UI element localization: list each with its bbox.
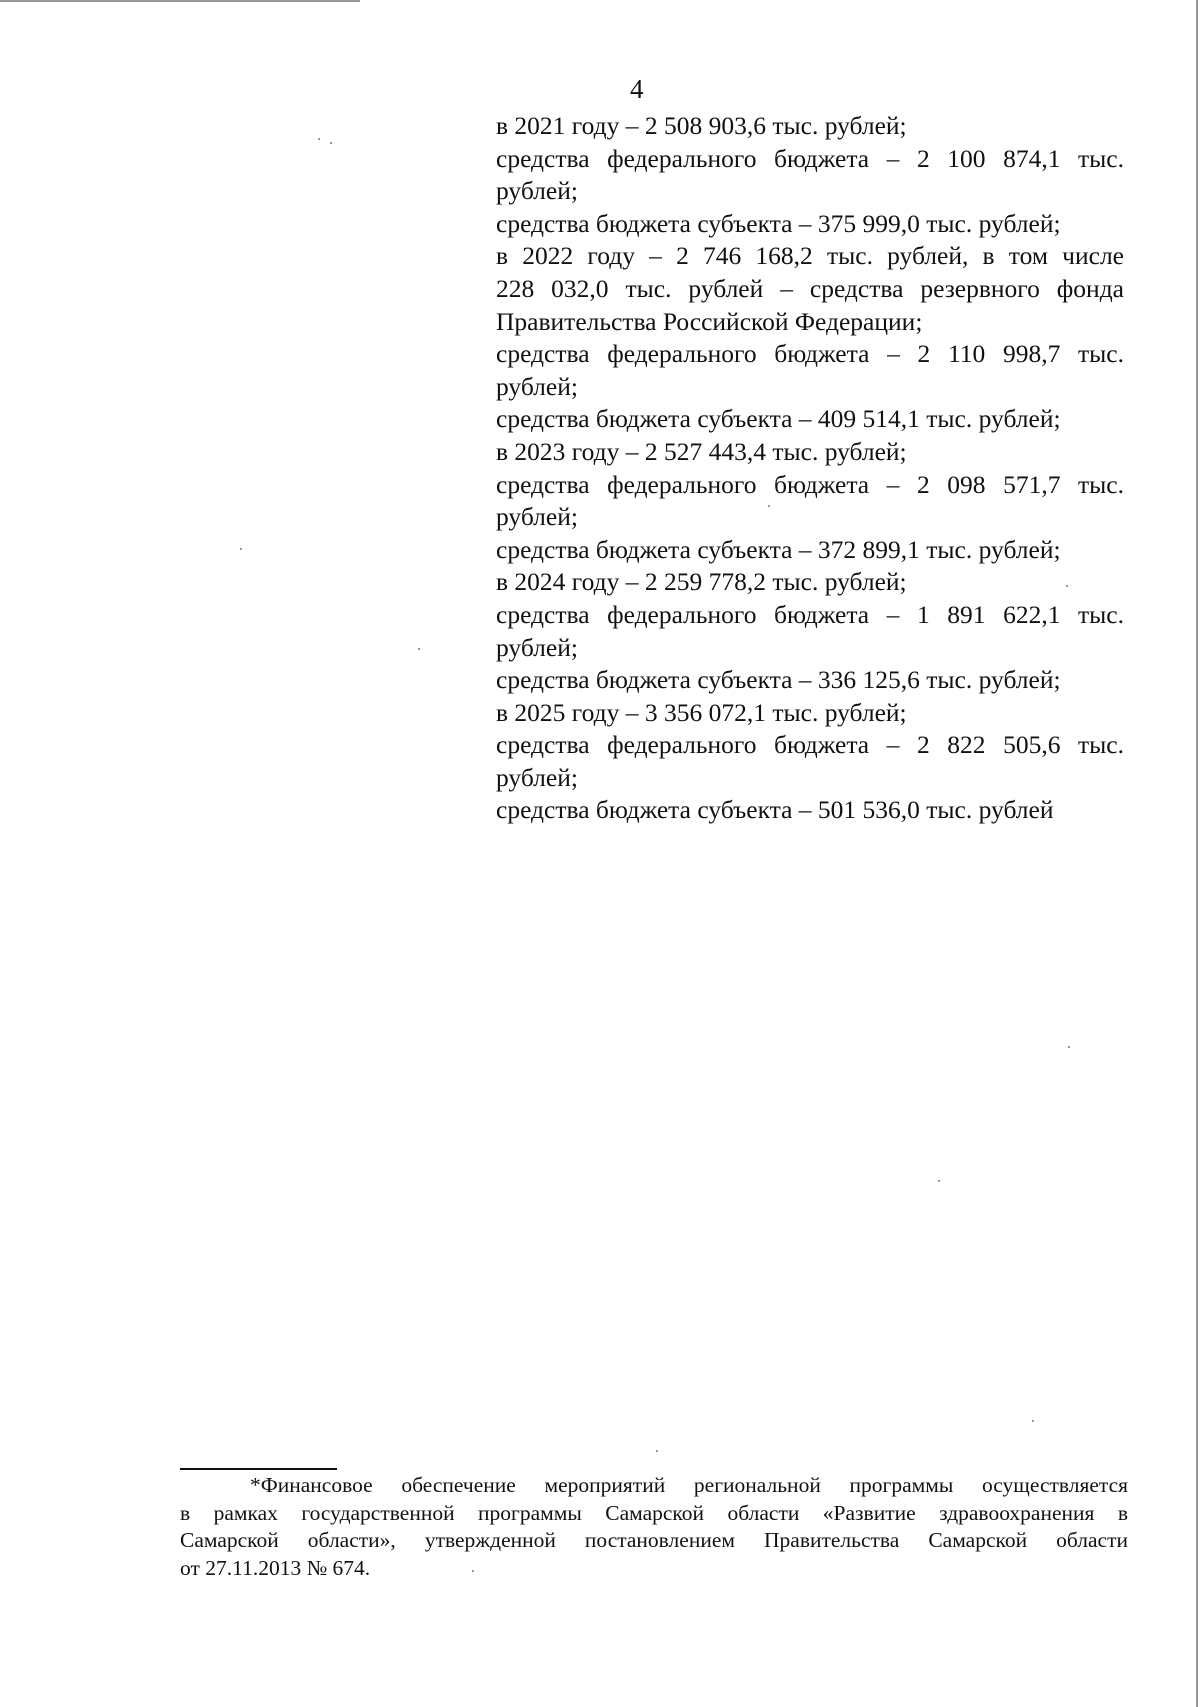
text-line: в 2025 году – 3 356 072,1 тыс. рублей; [496,697,907,727]
text-line: средства федерального бюджета – 2 110 998,7 тыс. [496,339,1124,369]
text-line: в 2022 году – 2 746 168,2 тыс. рублей, в том числе [496,241,1124,271]
scan-speck [656,1450,658,1452]
scan-speck [1066,585,1068,587]
scan-speck [330,142,332,144]
scan-speck [418,648,420,650]
footnote [180,1472,1128,1582]
text-line: рублей; [496,371,578,401]
text-line: средства федерального бюджета – 2 100 874,1 тыс. [496,143,1124,173]
footnote-separator [180,1468,337,1470]
scan-speck [472,1570,474,1572]
scan-speck [938,1180,940,1182]
text-line: рублей; [496,762,578,792]
footnote-line: в рамках государственной программы Самарской области «Развитие здравоохранения в [180,1500,1128,1525]
footnote-line: от 27.11.2013 № 674. [180,1555,371,1580]
text-line: средства федерального бюджета – 1 891 622,1 тыс. [496,599,1124,629]
text-line: средства бюджета субъекта – 409 514,1 тыс. рублей; [496,404,1061,434]
scan-speck [768,505,770,507]
text-line: рублей; [496,632,578,662]
text-line: 228 032,0 тыс. рублей – средства резервного фонда [496,273,1124,303]
footnote-line: *Финансовое обеспечение мероприятий региональной программы осуществляется [250,1473,1128,1497]
scan-edge-top [0,0,360,2]
text-line: в 2023 году – 2 527 443,4 тыс. рублей; [496,436,907,466]
text-line: рублей; [496,502,578,532]
scan-speck [1032,1420,1034,1422]
footnote-line: Самарской области», утвержденной постановлением Правительства Самарской области [180,1528,1128,1552]
funding-breakdown-text [496,110,1124,827]
scan-speck [318,138,320,140]
scan-speck [1068,1046,1070,1048]
text-line: средства бюджета субъекта – 336 125,6 тыс. рублей; [496,665,1061,695]
scan-edge-right [1196,0,1198,1707]
text-line: средства бюджета субъекта – 375 999,0 тыс. рублей; [496,208,1061,238]
text-line: средства бюджета субъекта – 501 536,0 тыс. рублей [496,795,1054,825]
text-line: рублей; [496,176,578,206]
text-line: в 2021 году – 2 508 903,6 тыс. рублей; [496,111,907,140]
text-line: Правительства Российской Федерации; [496,306,923,336]
text-line: в 2024 году – 2 259 778,2 тыс. рублей; [496,567,907,597]
text-line: средства бюджета субъекта – 372 899,1 тыс. рублей; [496,534,1061,564]
scan-speck [240,548,242,550]
text-line: средства федерального бюджета – 2 098 571,7 тыс. [496,469,1124,499]
text-line: средства федерального бюджета – 2 822 505,6 тыс. [496,730,1124,760]
page-number: 4 [630,74,644,104]
